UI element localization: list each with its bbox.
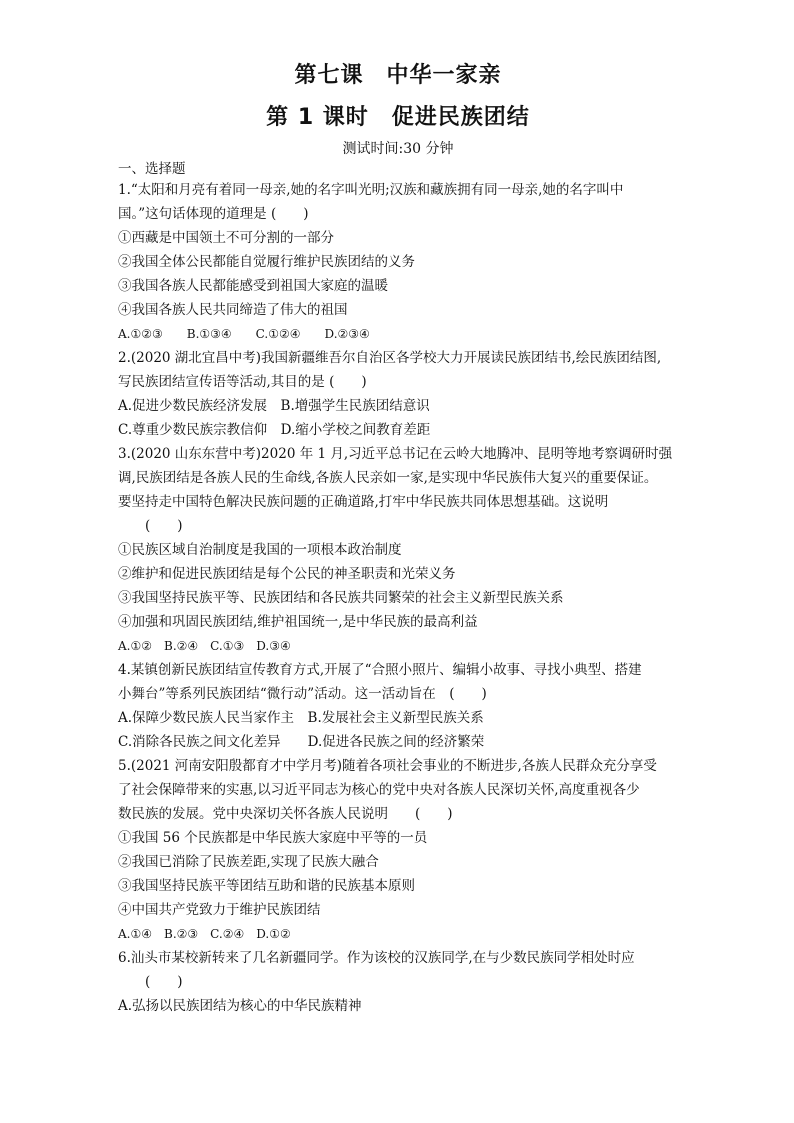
- question-text-line: 3.(2020 山东东营中考)2020 年 1 月,习近平总书记在云岭大地腾冲、昆明等地考察调研时强: [118, 446, 673, 462]
- question-2: [118, 346, 678, 442]
- lesson-title: 第七课 中华一家亲: [294, 63, 502, 88]
- question-1: [118, 178, 678, 346]
- question-text-line: 调,民族团结是各族人民的生命线,各族人民亲如一家,是实现中华民族伟大复兴的重要保证。: [118, 470, 658, 486]
- question-text-line: 5.(2021 河南安阳殷都育才中学月考)随着各项社会事业的不断进步,各族人民群众充分享受: [118, 758, 657, 774]
- statement: ③我国坚持民族平等、民族团结和各民族共同繁荣的社会主义新型民族关系: [118, 590, 564, 606]
- question-text-line: 要坚持走中国特色解决民族问题的正确道路,打牢中华民族共同体思想基础。这说明: [118, 494, 609, 510]
- answer-option-row: C.消除各民族之间文化差异 D.促进各民族之间的经济繁荣: [118, 734, 485, 750]
- question-text-line: 了社会保障带来的实惠,以习近平同志为核心的党中央对各族人民深切关怀,高度重视各少: [118, 782, 640, 798]
- question-text-line: 2.(2020 湖北宜昌中考)我国新疆维吾尔自治区各学校大力开展读民族团结书,绘民族团结图,: [118, 350, 662, 366]
- lesson-subtitle: 第 1 课时 促进民族团结: [266, 105, 530, 130]
- answer-blank: ( ): [118, 974, 183, 990]
- statement: ④加强和巩固民族团结,维护祖国统一,是中华民族的最高利益: [118, 614, 478, 630]
- answer-blank: ( ): [118, 518, 183, 534]
- answer-option-row: A.促进少数民族经济发展 B.增强学生民族团结意识: [118, 398, 430, 414]
- statement: ④中国共产党致力于维护民族团结: [118, 902, 321, 918]
- statement: ②我国已消除了民族差距,实现了民族大融合: [118, 854, 379, 870]
- statement: ②维护和促进民族团结是每个公民的神圣职责和光荣义务: [118, 566, 456, 582]
- question-text-line: 6.汕头市某校新转来了几名新疆同学。作为该校的汉族同学,在与少数民族同学相处时应: [118, 950, 635, 966]
- answer-choices: A.①②③ B.①③④ C.①②④ D.②③④: [118, 327, 370, 341]
- question-text-line: 小舞台”等系列民族团结“微行动”活动。这一活动旨在 ( ): [118, 686, 487, 702]
- question-text-line: 数民族的发展。党中央深切关怀各族人民说明 ( ): [118, 806, 453, 822]
- worksheet-page: [118, 62, 678, 1018]
- statement: ①西藏是中国领土不可分割的一部分: [118, 230, 334, 246]
- answer-choices: A.①④ B.②③ C.②④ D.①②: [118, 927, 291, 941]
- statement: ③我国各族人民都能感受到祖国大家庭的温暖: [118, 278, 388, 294]
- question-4: [118, 658, 678, 754]
- answer-option-row: C.尊重少数民族宗教信仰 D.缩小学校之间教育差距: [118, 422, 431, 438]
- statement: ③我国坚持民族平等团结互助和谐的民族基本原则: [118, 878, 415, 894]
- answer-option-row: A.保障少数民族人民当家作主 B.发展社会主义新型民族关系: [118, 710, 484, 726]
- statement: ①我国 56 个民族都是中华民族大家庭中平等的一员: [118, 830, 428, 846]
- statement: ②我国全体公民都能自觉履行维护民族团结的义务: [118, 254, 415, 270]
- question-5: [118, 754, 678, 946]
- question-6: [118, 946, 678, 1018]
- statement: ①民族区域自治制度是我国的一项根本政治制度: [118, 542, 402, 558]
- answer-choices: A.①② B.②④ C.①③ D.③④: [118, 639, 291, 653]
- question-text-line: 1.“太阳和月亮有着同一母亲,她的名字叫光明;汉族和藏族拥有同一母亲,她的名字叫中: [118, 182, 624, 198]
- answer-option-row: A.弘扬以民族团结为核心的中华民族精神: [118, 998, 362, 1014]
- question-text-line: 写民族团结宣传语等活动,其目的是 ( ): [118, 374, 367, 390]
- question-text-line: 4.某镇创新民族团结宣传教育方式,开展了“合照小照片、编辑小故事、寻找小典型、搭建: [118, 662, 642, 678]
- question-3: [118, 442, 678, 658]
- section-heading: 一、选择题: [118, 161, 186, 177]
- test-time: 测试时间:30 分钟: [342, 141, 454, 157]
- question-text-line: 国。”这句话体现的道理是 ( ): [118, 206, 309, 222]
- statement: ④我国各族人民共同缔造了伟大的祖国: [118, 302, 348, 318]
